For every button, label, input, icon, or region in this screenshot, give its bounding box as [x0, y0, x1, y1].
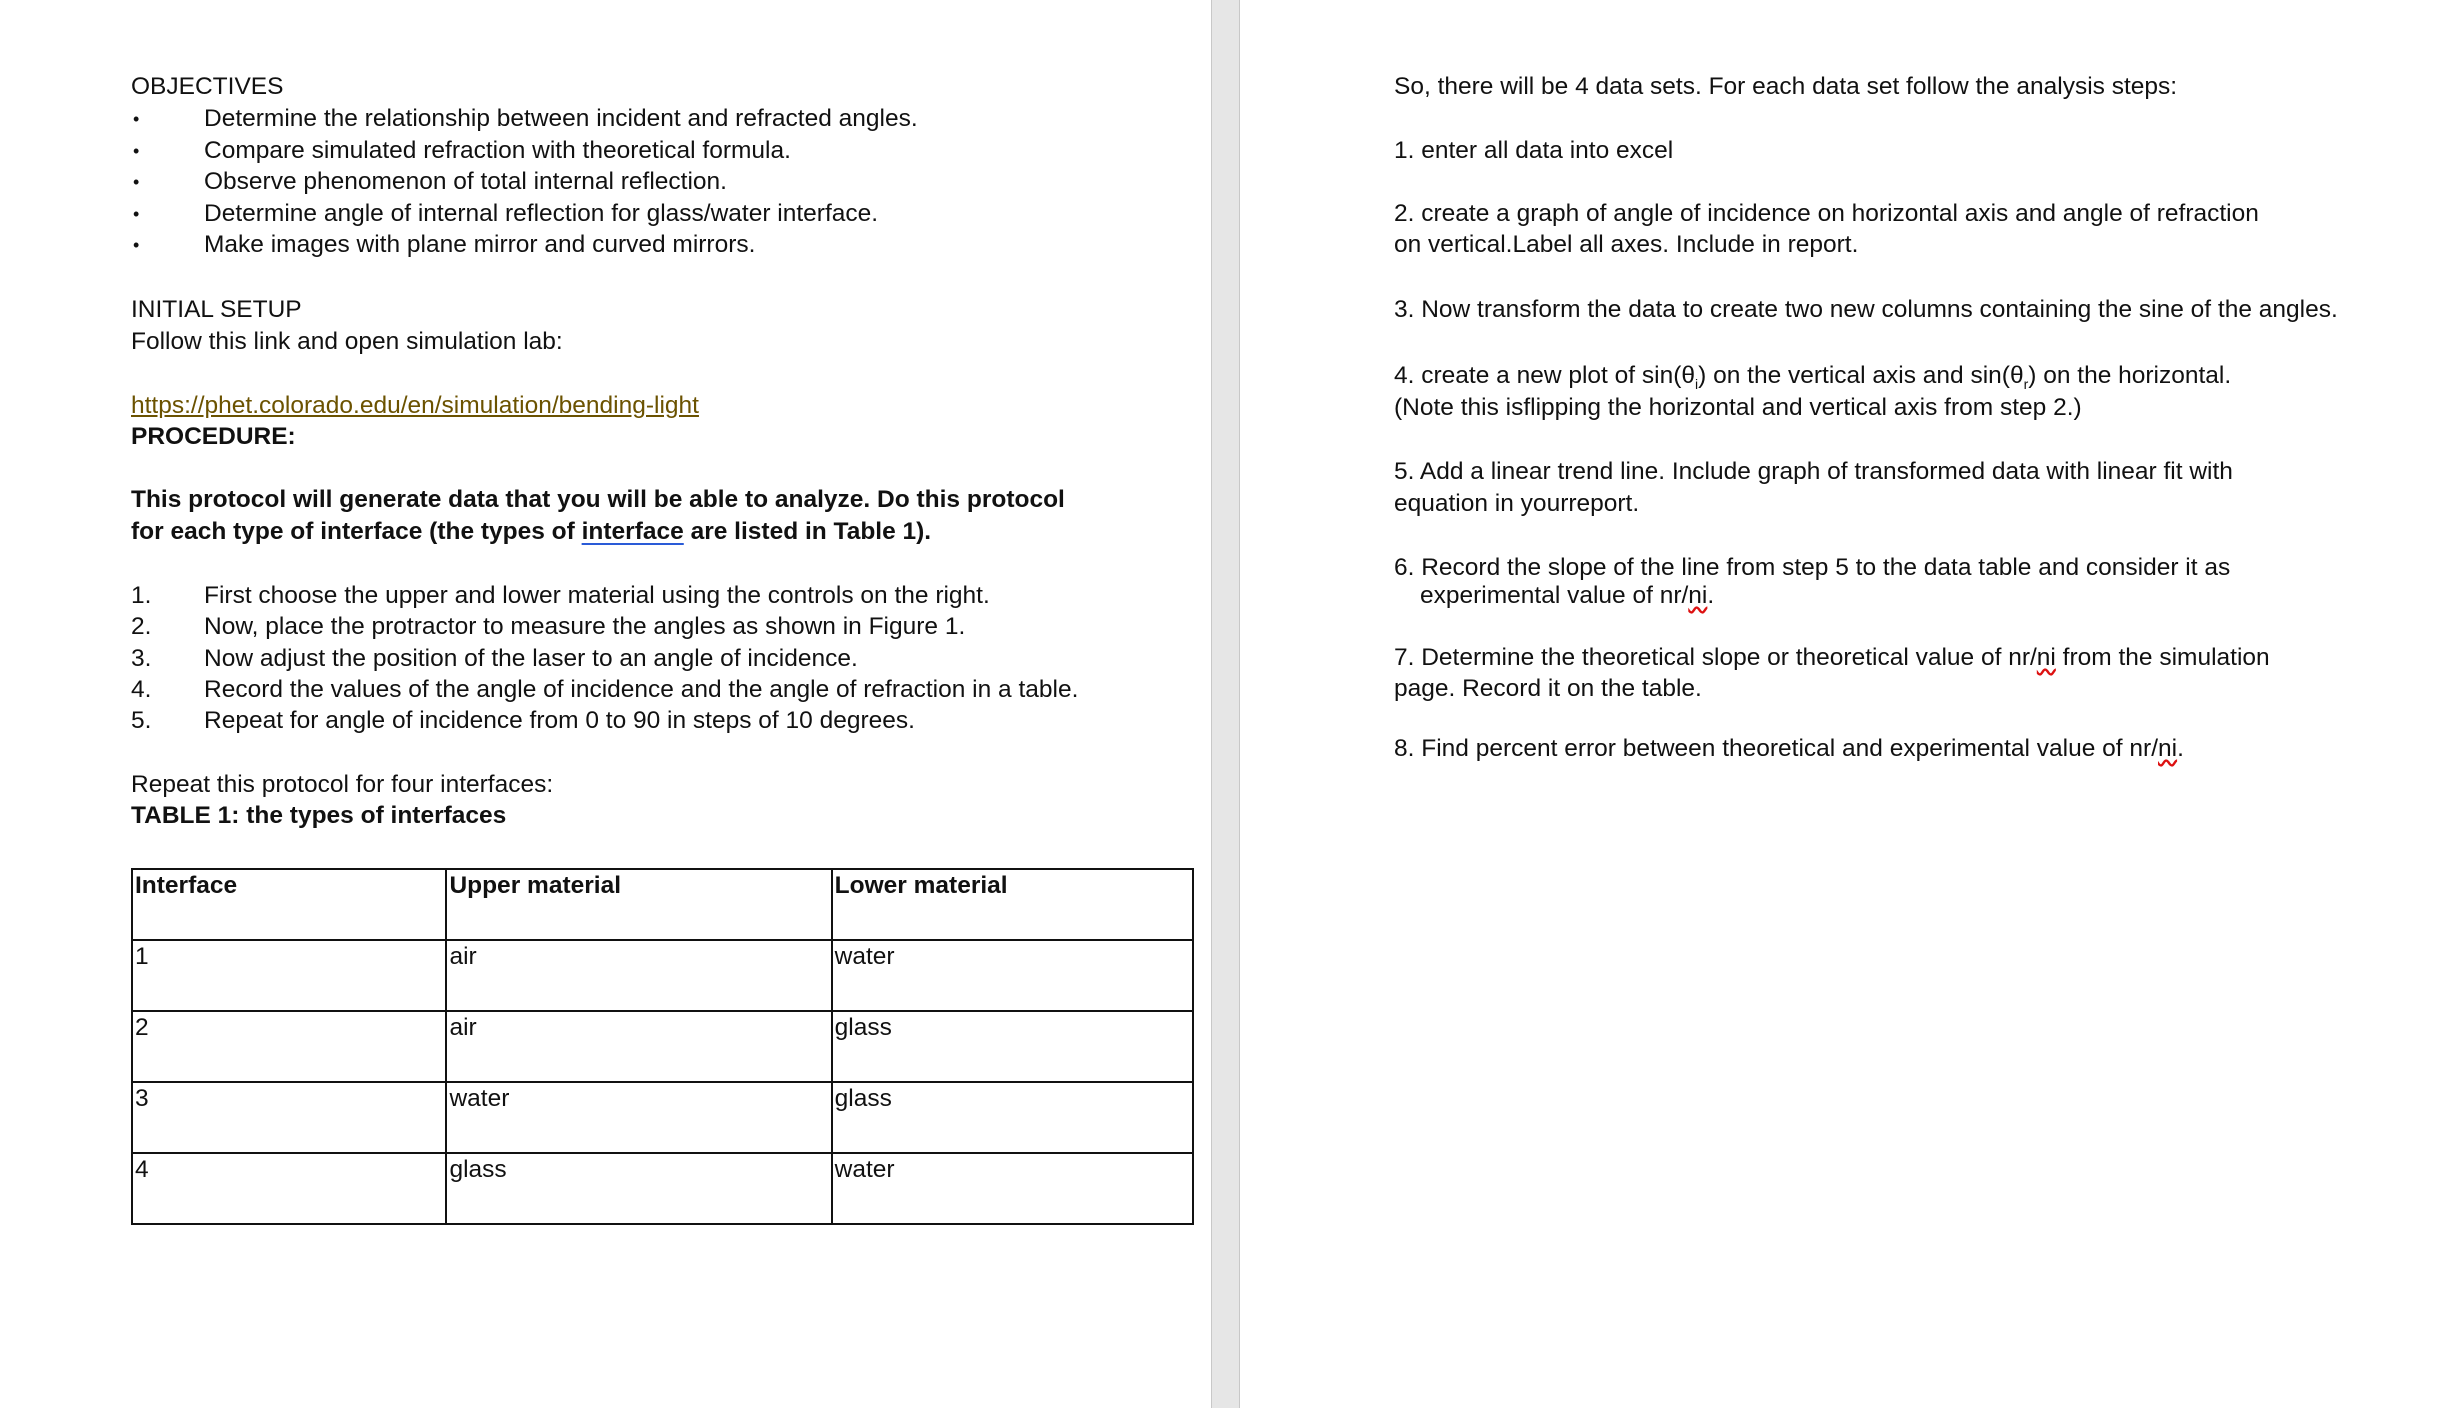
table-row — [132, 1011, 1193, 1082]
spelling-flagged-word[interactable]: ni — [2158, 735, 2178, 762]
repeat-text: Repeat this protocol for four interfaces: — [131, 771, 554, 798]
bullet: • — [133, 172, 140, 192]
table-cell[interactable]: 3 — [132, 1082, 446, 1153]
table-header-cell[interactable]: Upper material — [446, 869, 831, 940]
objective-item: Observe phenomenon of total internal reflection. — [204, 168, 727, 195]
objective-item: Determine the relationship between incident and refracted angles. — [204, 105, 918, 132]
step-number: 2. — [131, 613, 152, 640]
analysis-step-6-line1: 6. Record the slope of the line from step 5 to the data table and consider it as — [1394, 554, 2231, 581]
step-number: 3. — [131, 645, 152, 672]
text-part: ) on the horizontal. — [2028, 362, 2232, 389]
table-cell[interactable]: 2 — [132, 1011, 446, 1082]
objective-item: Compare simulated refraction with theoretical formula. — [204, 137, 791, 164]
table-cell[interactable]: 4 — [132, 1153, 446, 1224]
analysis-step-2-line2: on vertical.Label all axes. Include in report. — [1394, 231, 1859, 258]
analysis-intro: So, there will be 4 data sets. For each data set follow the analysis steps: — [1394, 73, 2178, 100]
analysis-step-6-line2 — [1420, 581, 1714, 611]
step-number: 4. — [131, 676, 152, 703]
table-cell[interactable]: glass — [832, 1082, 1193, 1153]
analysis-step-7-line1 — [1394, 643, 2270, 673]
analysis-step-4-line2: (Note this isflipping the horizontal and vertical axis from step 2.) — [1394, 394, 2082, 421]
analysis-step-5-line2: equation in yourreport. — [1394, 490, 1640, 517]
protocol-text-part: are listed in Table 1). — [683, 518, 932, 545]
text-part: experimental value of nr/ — [1420, 582, 1689, 609]
text-part: ) on the vertical axis and sin(θ — [1698, 362, 2024, 389]
table-caption: TABLE 1: the types of interfaces — [131, 802, 507, 829]
protocol-text-line1: This protocol will generate data that you will be able to analyze. Do this protocol — [131, 486, 1065, 513]
analysis-step-2-line1: 2. create a graph of angle of incidence on horizontal axis and angle of refraction — [1394, 200, 2259, 227]
protocol-text-part: for each type of interface (the types of — [131, 518, 582, 545]
table-cell[interactable]: water — [446, 1082, 831, 1153]
step-number: 1. — [131, 582, 152, 609]
interfaces-table — [131, 868, 1194, 1225]
analysis-step-5-line1: 5. Add a linear trend line. Include graph of transformed data with linear fit with — [1394, 458, 2233, 485]
analysis-step-3: 3. Now transform the data to create two new columns containing the sine of the angles. — [1394, 296, 2338, 323]
page-gutter — [1211, 0, 1240, 1408]
document-page-left — [0, 0, 1211, 1408]
analysis-step-1: 1. enter all data into excel — [1394, 137, 1674, 164]
table-row — [132, 1153, 1193, 1224]
subscript: i — [1694, 375, 1699, 392]
table-cell[interactable]: 1 — [132, 940, 446, 1011]
subscript: r — [2023, 375, 2029, 392]
procedure-heading: PROCEDURE: — [131, 423, 296, 450]
objective-item: Determine angle of internal reflection for glass/water interface. — [204, 200, 879, 227]
table-cell[interactable]: water — [832, 940, 1193, 1011]
table-cell[interactable]: glass — [446, 1153, 831, 1224]
analysis-step-7-line2: page. Record it on the table. — [1394, 675, 1702, 702]
bullet: • — [133, 141, 140, 161]
text-part: . — [1707, 582, 1715, 609]
table-cell[interactable]: air — [446, 1011, 831, 1082]
protocol-text-line2 — [131, 517, 931, 547]
setup-text: Follow this link and open simulation lab: — [131, 328, 563, 355]
procedure-step: First choose the upper and lower material using the controls on the right. — [204, 582, 990, 609]
procedure-step: Now adjust the position of the laser to an angle of incidence. — [204, 645, 858, 672]
table-row — [132, 940, 1193, 1011]
grammar-flagged-word[interactable]: interface — [581, 518, 684, 545]
step-number: 5. — [131, 707, 152, 734]
text-part: from the simulation — [2055, 644, 2270, 671]
table-header-row — [132, 869, 1193, 940]
bullet: • — [133, 235, 140, 255]
table-cell[interactable]: glass — [832, 1011, 1193, 1082]
text-part: 4. create a new plot of sin(θ — [1394, 362, 1695, 389]
procedure-step: Now, place the protractor to measure the angles as shown in Figure 1. — [204, 613, 966, 640]
table-header-cell[interactable]: Lower material — [832, 869, 1193, 940]
text-part: 8. Find percent error between theoretical and experimental value of nr/ — [1394, 735, 2159, 762]
text-part: 7. Determine the theoretical slope or theoretical value of nr/ — [1394, 644, 2037, 671]
analysis-step-8 — [1394, 734, 2184, 764]
table-header-cell[interactable]: Interface — [132, 869, 446, 940]
table-cell[interactable]: water — [832, 1153, 1193, 1224]
spelling-flagged-word[interactable]: ni — [1688, 582, 1708, 609]
objective-item: Make images with plane mirror and curved mirrors. — [204, 231, 756, 258]
simulation-link[interactable]: https://phet.colorado.edu/en/simulation/bending-light — [131, 392, 699, 419]
table-row — [132, 1082, 1193, 1153]
bullet: • — [133, 109, 140, 129]
spelling-flagged-word[interactable]: ni — [2036, 644, 2056, 671]
setup-heading: INITIAL SETUP — [131, 296, 302, 323]
procedure-step: Repeat for angle of incidence from 0 to 90 in steps of 10 degrees. — [204, 707, 915, 734]
document-page-right — [1240, 0, 2449, 1408]
objectives-heading: OBJECTIVES — [131, 73, 284, 100]
table-cell[interactable]: air — [446, 940, 831, 1011]
text-part: . — [2177, 735, 2184, 762]
procedure-step: Record the values of the angle of incidence and the angle of refraction in a table. — [204, 676, 1079, 703]
bullet: • — [133, 204, 140, 224]
